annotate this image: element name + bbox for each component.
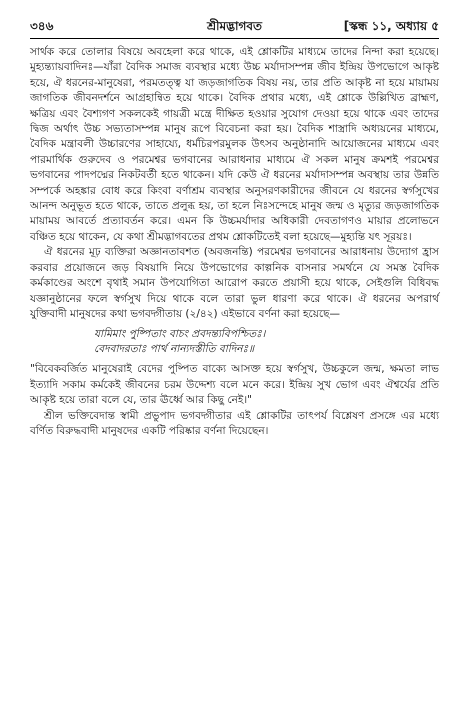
page-number: ৩৪৬ (30, 19, 54, 33)
paragraph-2: ঐ ধরনের মূঢ় ব্যক্তিরা অজ্ঞানতাবশত (অবজনন্তি) পরমেশ্বর ভগবানের আরাধনায় উদ্যোগ হ্রাস করবার প্রয়োজনে জড় বিষয়াদি নিয়ে উপভোগের কাল্পনিক বাসনার সমর্থনে যে সমস্ত বৈদিক কর্মকাণ্ডের অংশে বৃথাই সমান উপযোগিতা আরোপ করতে প্রয়াসী হয়ে থাকে, সেইগুলি বিধিবদ্ধ যজ্ঞানুষ্ঠানের ফলে স্বর্গসুখ দিয়ে থাকে বলে তারা ভুল ধারণা করে থাকে। ঐ ধরনের অপরার্থ যুক্তিবাদী মানুষদের কথা ভগবদ্গীতায় (২/৪২) এইভাবে বর্ণনা করা হয়েছে— (30, 246, 439, 320)
verse-translation-quote: "বিবেকবর্জিত মানুষেরাই বেদের পুষ্পিত বাক্যে আসক্ত হয়ে স্বর্গসুখ, উচ্চকুলে জন্ম, ক্ষমতা লাভ ইত্যাদি সকাম কর্মকেই জীবনের চরম উদ্দেশ্য বলে মনে করে। ইন্দ্রিয় সুখ ভোগ এবং ঐশ্বর্যের প্রতি আকৃষ্ট হয়ে তারা বলে যে, তার ঊর্ধ্বে আর কিছু নেই।" (30, 363, 439, 407)
page-body (30, 45, 439, 439)
verse-line-1: যামিমাং পুষ্পিতাং বাচং প্রবদন্ত্যবিপশ্চিতঃ। (94, 328, 266, 341)
book-title: শ্রীমদ্ভাগবত (206, 19, 263, 33)
verse-line-2: বেদবাদরতাঃ পার্থ নান্যদস্তীতি বাদিনঃ॥ (94, 343, 255, 356)
sanskrit-verse (94, 327, 439, 357)
chapter-reference: [স্কন্ধ ১১, অধ্যায় ৫ (343, 19, 439, 33)
closing-paragraph: শ্রীল ভক্তিবেদান্ত স্বামী প্রভুপাদ ভগবদ্গীতার এই শ্লোকটির তাৎপর্য বিশ্লেষণ প্রসঙ্গে এর মধ্যে বর্ণিত বিরুদ্ধবাদী মানুষদের একটি পরিষ্কার বর্ণনা দিয়েছেন। (30, 409, 439, 437)
paragraph-1: সার্থক করে তোলার বিষয়ে অবহেলা করে থাকে, এই শ্লোকটির মাধ্যমে তাদের নিন্দা করা হয়েছে। মুহ্যন্ত্যায়বাদিনঃ—যাঁরা বৈদিক সমাজ ব্যবস্থার মধ্যে উচ্চ মর্যাদাসম্পন্ন জীব ইন্দ্রিয় উপভোগে আকৃষ্ট হয়ে, ঐ ধরনের-মানুষেরা, পরমতত্ত্ব যা জড়জাগতিক বিষয় নয়, তার প্রতি আকৃষ্ট না হয়ে মায়াময় জাগতিক জীবনদর্শনে আগ্রহান্বিত হয়ে থাকে। বৈদিক প্রথার মধ্যে, এই শ্লোকে উল্লিখিত ব্রাহ্মণ, ক্ষত্রিয় এবং বৈশ্যগণ সকলকেই গায়ত্রী মন্ত্রে দীক্ষিত হওয়ার সুযোগ দেওয়া হয়ে থাকে এবং তাদের দ্বিজ অর্থাৎ উচ্চ সভ্যতাসম্পন্ন মানুষ রূপে বিবেচনা করা হয়। বৈদিক শাস্ত্রাদি অধ্যয়নের মাধ্যমে, বৈদিক মন্ত্রাবলী উচ্চারণের সাহায্যে, ধর্মচিরপরমুলক উৎসব অনুষ্ঠানাদি আয়োজনের মাধ্যমে এবং পারমার্থিক গুরুদেব ও পরমেশ্বর ভগবানের আরাধনার মাধ্যমে ঐ সকল মানুষ ক্রমশই পরমেশ্বর ভগবানের পাদপদ্মের নিকটবর্তী হতে থাকেন। যদি কেউ ঐ ধরনের মর্যাদাসম্পন্ন অবস্থায় তার উন্নতি সম্পর্কে অহঙ্কার বোধ করে কিংবা বর্ণাশ্রম ব্যবস্থার অনুসরণকারীদের জীবনে যে ধরনের স্বর্গসুখের আনন্দ অনুভূত হতে থাকে, তাতে প্রলুব্ধ হয়, তা হলে নিঃসন্দেহে মানুষ জন্ম ও মৃত্যুর জড়জাগতিক মায়াময় আবর্তে প্রত্যাবর্তন করে। এমন কি উচ্চমর্যাদার অধিকারী দেবতাগণও মায়ার প্রলোভনে বঞ্চিত হয়ে থাকেন, যে কথা শ্রীমদ্ভাগবতের প্রথম শ্লোকটিতেই বলা হয়েছে—মুহ্যন্তি যৎ সূরয়ঃ। (30, 46, 439, 243)
page-header (30, 16, 439, 39)
book-page (0, 16, 467, 715)
